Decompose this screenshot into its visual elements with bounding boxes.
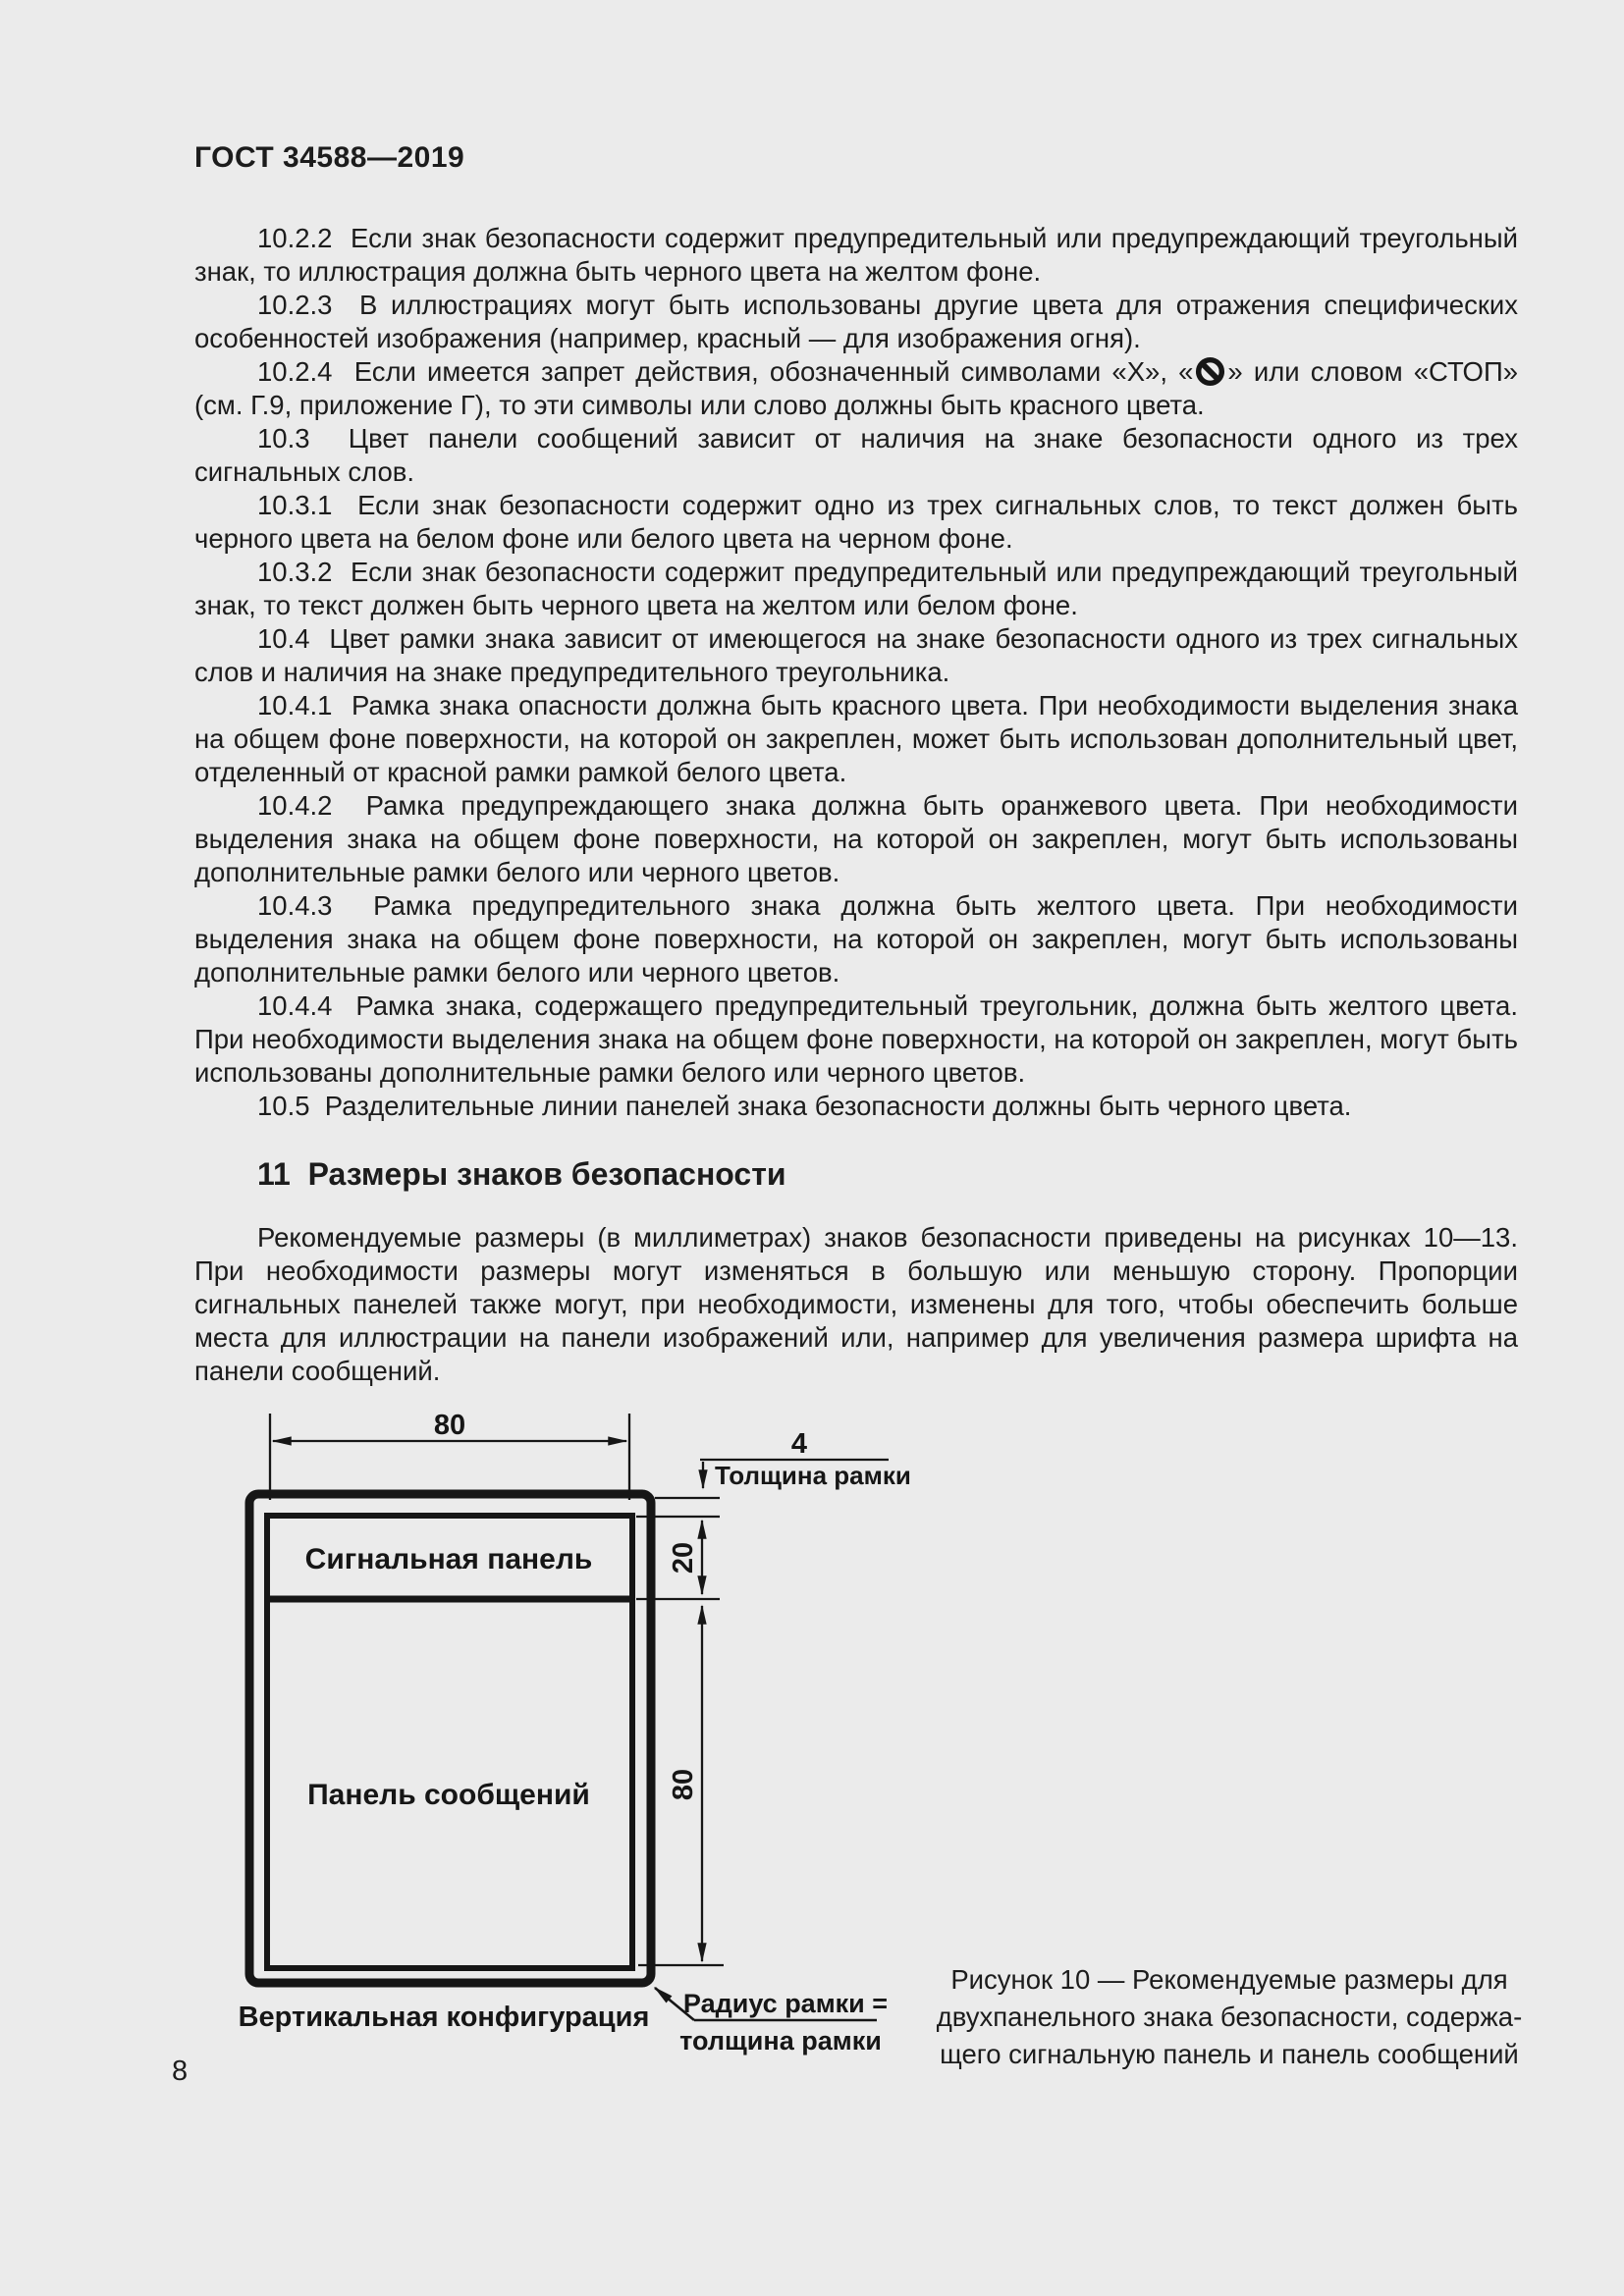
body-text	[194, 222, 1518, 1388]
sign-inner-frame	[267, 1516, 632, 1968]
page-number: 8	[172, 2056, 189, 2087]
frame-thickness-label: Толщина рамки	[715, 1461, 911, 1490]
clause-10-3-1: 10.3.1 Если знак безопасности содержит одно из трех сигнальных слов, то текст должен быть черного цвета на белом фоне или белого цвета на черном фоне.	[194, 490, 1518, 554]
clause-10-2-2: 10.2.2 Если знак безопасности содержит предупредительный или предупреждающий треугольный знак, то иллюстрация должна быть черного цвета на желтом фоне.	[194, 223, 1518, 287]
clause-10-3-2: 10.3.2 Если знак безопасности содержит предупредительный или предупреждающий треугольный знак, то текст должен быть черного цвета на желтом или белом фоне.	[194, 557, 1518, 620]
dim-signal-height-value: 20	[668, 1541, 699, 1575]
clause-10-4: 10.4 Цвет рамки знака зависит от имеющегося на знаке безопасности одного из трех сигнальных слов и наличия на знаке предупредительного треугольника.	[194, 623, 1518, 687]
clause-10-2-3: 10.2.3 В иллюстрациях могут быть использованы другие цвета для отражения специфических особенностей изображения (например, красный — для изображения огня).	[194, 290, 1518, 353]
clause-10-2-4-text-before: 10.2.4 Если имеется запрет действия, обозначенный символами «Х», «	[257, 356, 1194, 387]
clause-10-4-3: 10.4.3 Рамка предупредительного знака должна быть желтого цвета. При необходимости выделения знака на общем фоне поверхности, на которой он закреплен, могут быть использованы дополнительные рамки белого или черного цветов.	[194, 890, 1518, 988]
signal-panel-label: Сигнальная панель	[304, 1543, 593, 1575]
clause-10-3: 10.3 Цвет панели сообщений зависит от наличия на знаке безопасности одного из трех сигнальных слов.	[194, 423, 1518, 487]
dim-message-height-value: 80	[668, 1768, 699, 1801]
clause-10-4-2: 10.4.2 Рамка предупреждающего знака должна быть оранжевого цвета. При необходимости выделения знака на общем фоне поверхности, на которой он закреплен, могут быть использованы дополнительные рамки белого или черного цветов.	[194, 790, 1518, 887]
dim-width-value: 80	[433, 1410, 466, 1441]
document-title: ГОСТ 34588—2019	[194, 141, 465, 174]
message-panel-label: Панель сообщений	[307, 1779, 590, 1811]
clause-10-5: 10.5 Разделительные линии панелей знака безопасности должны быть черного цвета.	[257, 1091, 1352, 1121]
clause-10-4-4: 10.4.4 Рамка знака, содержащего предупредительный треугольник, должна быть желтого цвета. При необходимости выделения знака на общем фоне поверхности, на которой он закреплен, могут быть использованы дополнительные рамки белого или черного цветов.	[194, 990, 1518, 1088]
clause-10-4-1: 10.4.1 Рамка знака опасности должна быть красного цвета. При необходимости выделения знака на общем фоне поверхности, на которой он закреплен, может быть использован дополнительный цвет, отделенный от красной рамки рамкой белого цвета.	[194, 690, 1518, 787]
clause-10-2-4-text-after: » или словом «СТОП» (см. Г.9, приложение Г), то эти символы или слово должны быть красного цвета.	[194, 356, 1519, 420]
radius-note-line2: толщина рамки	[679, 2026, 882, 2056]
figure-caption-line: двухпанельного знака безопасности, содержа-	[936, 2002, 1523, 2032]
dim-frame-thickness-value: 4	[790, 1428, 808, 1460]
clause-10-2-4	[194, 355, 1518, 422]
prohibition-icon	[1195, 356, 1225, 387]
figure-caption-line: щего сигнальную панель и панель сообщений	[940, 2039, 1519, 2069]
section-11-heading: 11 Размеры знаков безопасности	[257, 1156, 786, 1192]
section-11-intro: Рекомендуемые размеры (в миллиметрах) знаков безопасности приведены на рисунках 10—13. При необходимости размеры могут изменяться в большую или меньшую сторону. Пропорции сигнальных панелей также могут, при необходимости, изменены для того, чтобы обеспечить больше места для иллюстрации на панели изображений или, например для увеличения размера шрифта на панели сообщений.	[194, 1222, 1518, 1386]
configuration-label: Вертикальная конфигурация	[238, 2002, 650, 2033]
figure-10-caption	[935, 1961, 1524, 2073]
figure-caption-line: Рисунок 10 — Рекомендуемые размеры для	[950, 1964, 1508, 1995]
radius-note-line1: Радиус рамки =	[682, 1989, 889, 2018]
